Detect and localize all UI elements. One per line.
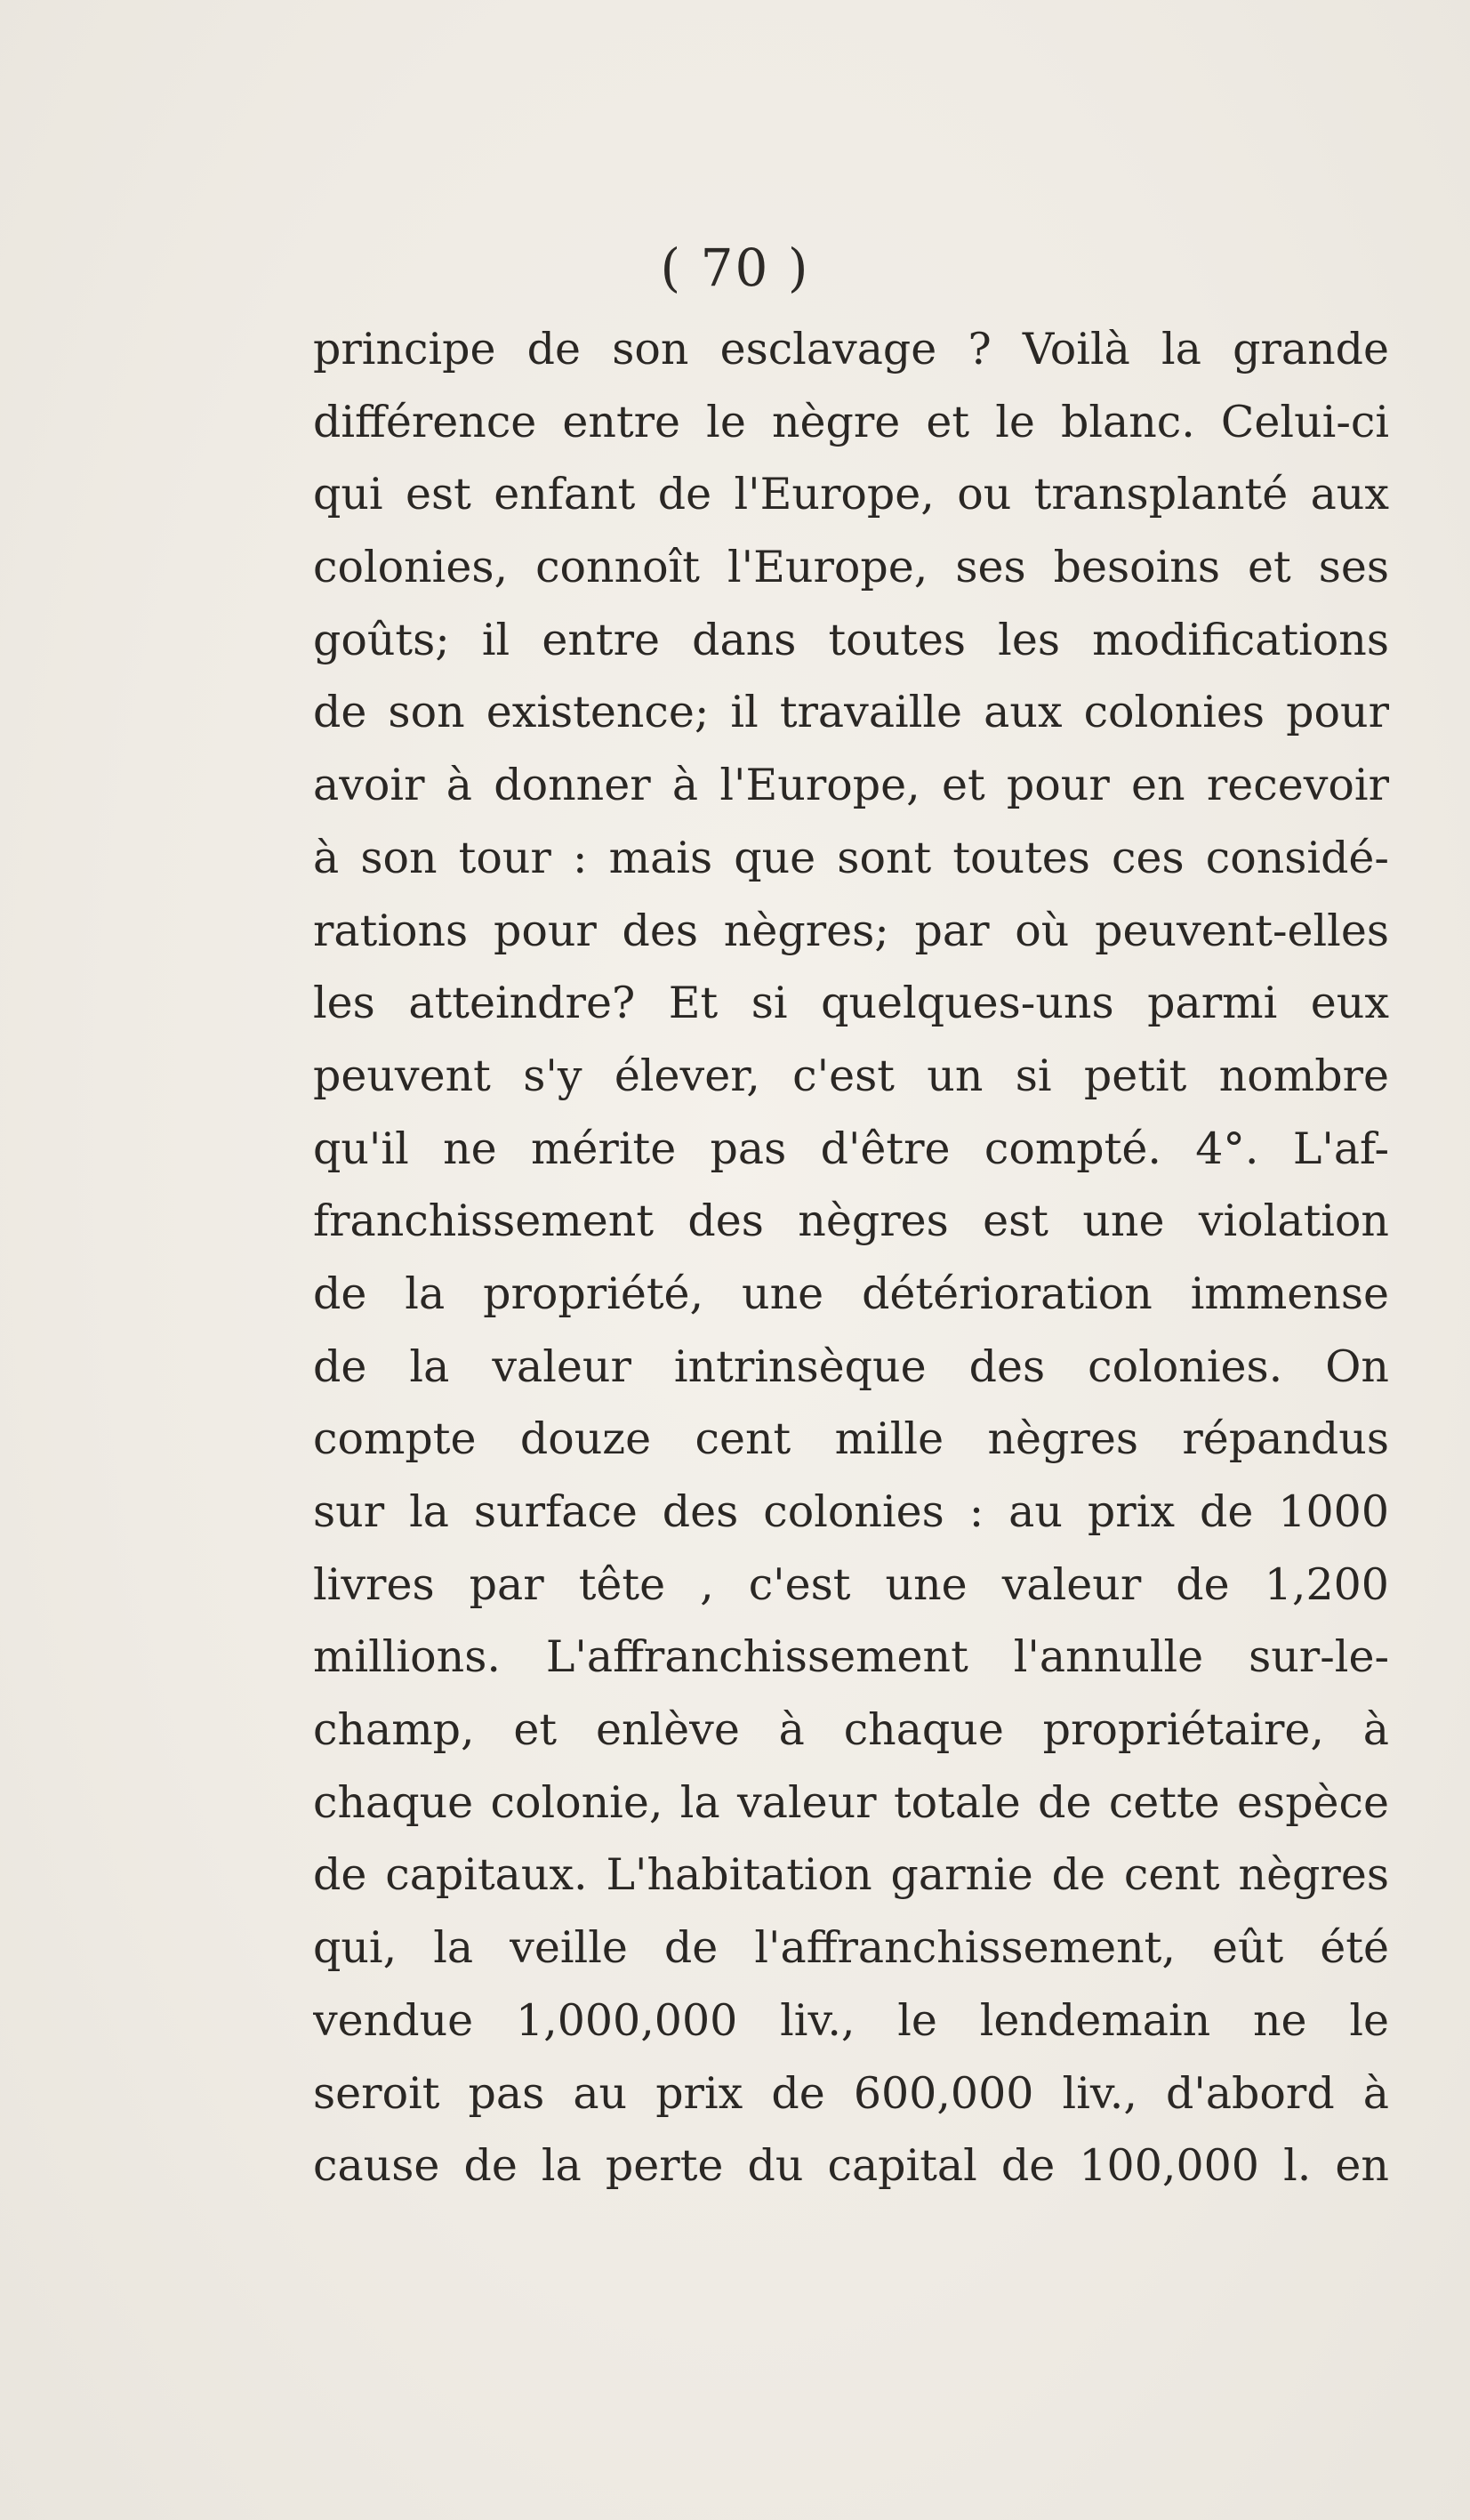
text-line: avoir à donner à l'Europe, et pour en recevoir (313, 760, 1389, 811)
text-line: cause de la perte du capital de 100,000 l. en (313, 2140, 1389, 2192)
text-line: de son existence; il travaille aux colonies pour (313, 687, 1389, 738)
text-line: de la propriété, une détérioration immense (313, 1268, 1389, 1319)
text-line: franchissement des nègres est une violation (313, 1196, 1389, 1247)
text-line: rations pour des nègres; par où peuvent-elles (313, 905, 1389, 956)
text-line: chaque colonie, la valeur totale de cette espèce (313, 1776, 1389, 1828)
text-line: principe de son esclavage ? Voilà la grande (313, 324, 1389, 374)
text-line: qui est enfant de l'Europe, ou transplanté aux (313, 469, 1389, 520)
text-line: seroit pas au prix de 600,000 liv., d'abord à (313, 2067, 1389, 2119)
text-line: les atteindre? Et si quelques-uns parmi eux (313, 978, 1389, 1029)
text-line: vendue 1,000,000 liv., le lendemain ne le (313, 1994, 1389, 2046)
text-line: compte douze cent mille nègres répandus (313, 1413, 1389, 1465)
text-line: qui, la veille de l'affranchissement, eût été (313, 1922, 1389, 1974)
text-line: millions. L'affranchissement l'annulle sur-le- (313, 1631, 1389, 1683)
text-line: différence entre le nègre et le blanc. Celui-ci (313, 396, 1389, 447)
text-line: goûts; il entre dans toutes les modifications (313, 614, 1389, 665)
body-text (313, 313, 1389, 2202)
text-line: peuvent s'y élever, c'est un si petit nombre (313, 1050, 1389, 1101)
text-line: sur la surface des colonies : au prix de 1000 (313, 1486, 1389, 1537)
text-line: champ, et enlève à chaque propriétaire, à (313, 1704, 1389, 1756)
text-line: qu'il ne mérite pas d'être compté. 4°. L'af- (313, 1123, 1389, 1174)
page-number: ( 70 ) (660, 238, 810, 298)
text-line: de la valeur intrinsèque des colonies. On (313, 1341, 1389, 1392)
text-line: de capitaux. L'habitation garnie de cent nègres (313, 1849, 1389, 1901)
text-line: colonies, connoît l'Europe, ses besoins et ses (313, 542, 1389, 593)
text-line: livres par tête , c'est une valeur de 1,200 (313, 1558, 1389, 1610)
text-line: à son tour : mais que sont toutes ces considé- (313, 832, 1389, 883)
